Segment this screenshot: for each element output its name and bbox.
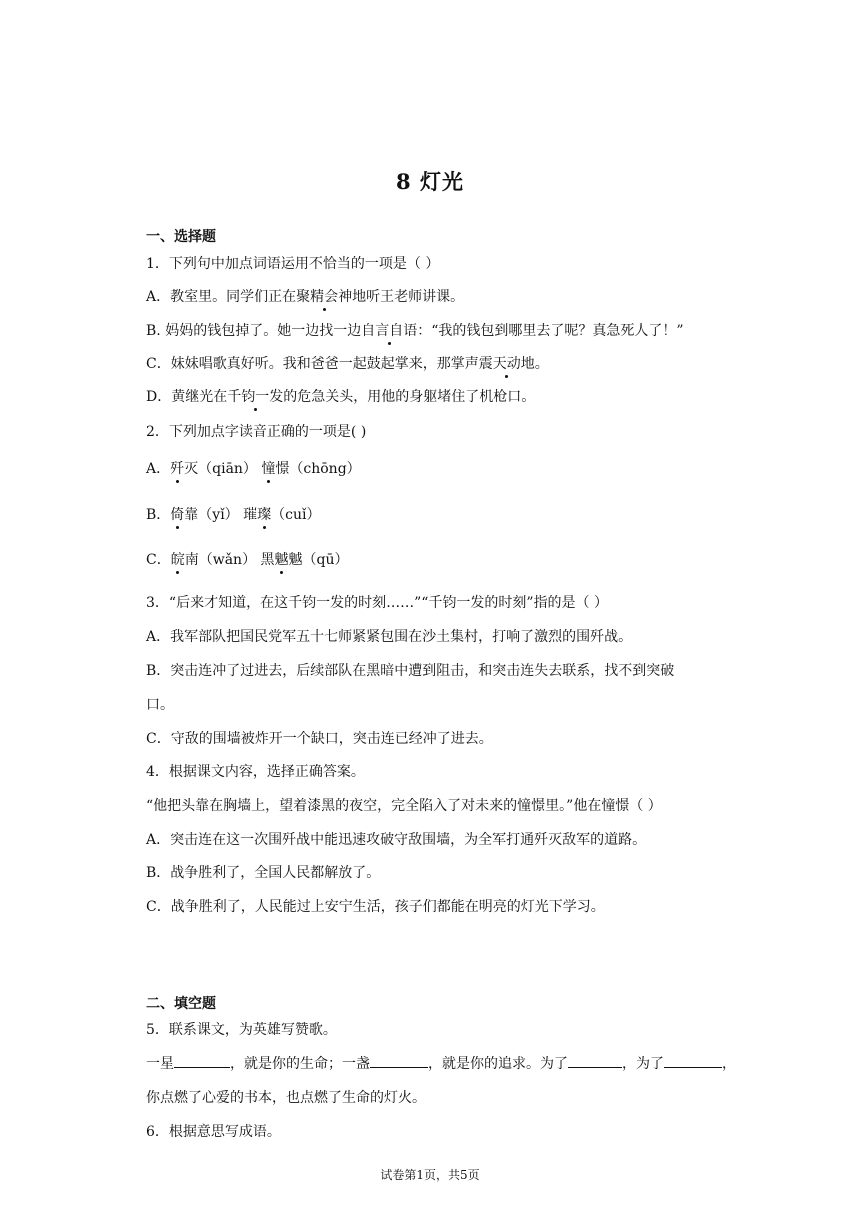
q3-option-a: A．我军部队把国民党军五十七师紧紧包围在沙土集村，打响了激烈的围歼战。: [146, 629, 633, 645]
q2-option-c: C．皖南（wǎn） 黑魆魆（qū）: [146, 552, 349, 568]
section-heading-choice: 一、选择题: [146, 229, 216, 245]
q2-stem: 2．下列加点字读音正确的一项是( ): [146, 424, 367, 440]
emphasized-char: 璨: [257, 507, 272, 523]
q2-option-a: A．歼灭（qiān） 憧憬（chōng）: [146, 461, 361, 477]
answer-blank[interactable]: [370, 1053, 428, 1068]
q3-stem: 3．“后来才知道，在这千钧一发的时刻……”“千钧一发的时刻”指的是（ ）: [146, 595, 608, 611]
emphasized-word: 聚精会神: [296, 289, 353, 305]
q4-option-a: A．突击连在这一次围歼战中能迅速攻破守敌围墙，为全军打通歼灭敌军的道路。: [146, 832, 647, 848]
emphasized-char: 魆: [274, 552, 289, 568]
emphasized-char: 憧: [261, 461, 276, 477]
answer-blank[interactable]: [664, 1053, 722, 1068]
section-heading-fill: 二、填空题: [146, 996, 216, 1012]
page-title: 8 灯光: [396, 169, 464, 194]
q4-stem: 4．根据课文内容，选择正确答案。: [146, 764, 365, 780]
q4-option-c: C．战争胜利了，人民能过上安宁生活，孩子们都能在明亮的灯光下学习。: [146, 899, 605, 915]
emphasized-char: 歼: [170, 461, 185, 477]
answer-blank[interactable]: [174, 1053, 230, 1068]
q6-stem: 6．根据意思写成语。: [146, 1124, 281, 1140]
emphasized-word: 自言自语: [361, 323, 418, 339]
q2-option-b: B．倚靠（yǐ） 璀璨（cuǐ）: [146, 507, 321, 523]
emphasized-char: 皖: [170, 552, 185, 568]
q3-option-c: C．守敌的围墙被炸开一个缺口，突击连已经冲了进去。: [146, 731, 493, 747]
q1-option-c: C．妹妹唱歌真好听。我和爸爸一起鼓起掌来，那掌声震天动地。: [146, 356, 549, 372]
emphasized-word: 震天动地: [478, 356, 535, 372]
q5-fill-line: 一星 ，就是你的生命；一盏 ，就是你的追求。为了 ，为了 ，: [146, 1053, 736, 1073]
q1-option-a: A．教室里。同学们正在聚精会神地听王老师讲课。: [146, 289, 465, 305]
answer-blank[interactable]: [568, 1053, 622, 1068]
emphasized-char: 倚: [170, 507, 185, 523]
page-footer: 试卷第1页，共5页: [380, 1168, 480, 1182]
q3-option-b-cont: 口。: [146, 697, 174, 713]
q4-quote: “他把头靠在胸墙上，望着漆黑的夜空，完全陷入了对未来的憧憬里。”他在憧憬（ ）: [146, 798, 662, 814]
q4-option-b: B．战争胜利了，全国人民都解放了。: [146, 865, 381, 881]
q1-option-d: D．黄继光在千钧一发的危急关头，用他的身躯堵住了机枪口。: [146, 389, 536, 405]
q5-stem: 5．联系课文，为英雄写赞歌。: [146, 1022, 337, 1038]
q1-stem: 1．下列句中加点词语运用不恰当的一项是（ ）: [146, 256, 440, 272]
q3-option-b: B．突击连冲了过进去，后续部队在黑暗中遭到阻击，和突击连失去联系，找不到突破: [146, 663, 675, 679]
q1-option-b: B. 妈妈的钱包掉了。她一边找一边自言自语：“我的钱包到哪里去了呢？真急死人了！”: [146, 323, 684, 339]
emphasized-word: 千钧一发: [227, 389, 284, 405]
q5-line-2: 你点燃了心爱的书本，也点燃了生命的灯火。: [146, 1090, 426, 1106]
